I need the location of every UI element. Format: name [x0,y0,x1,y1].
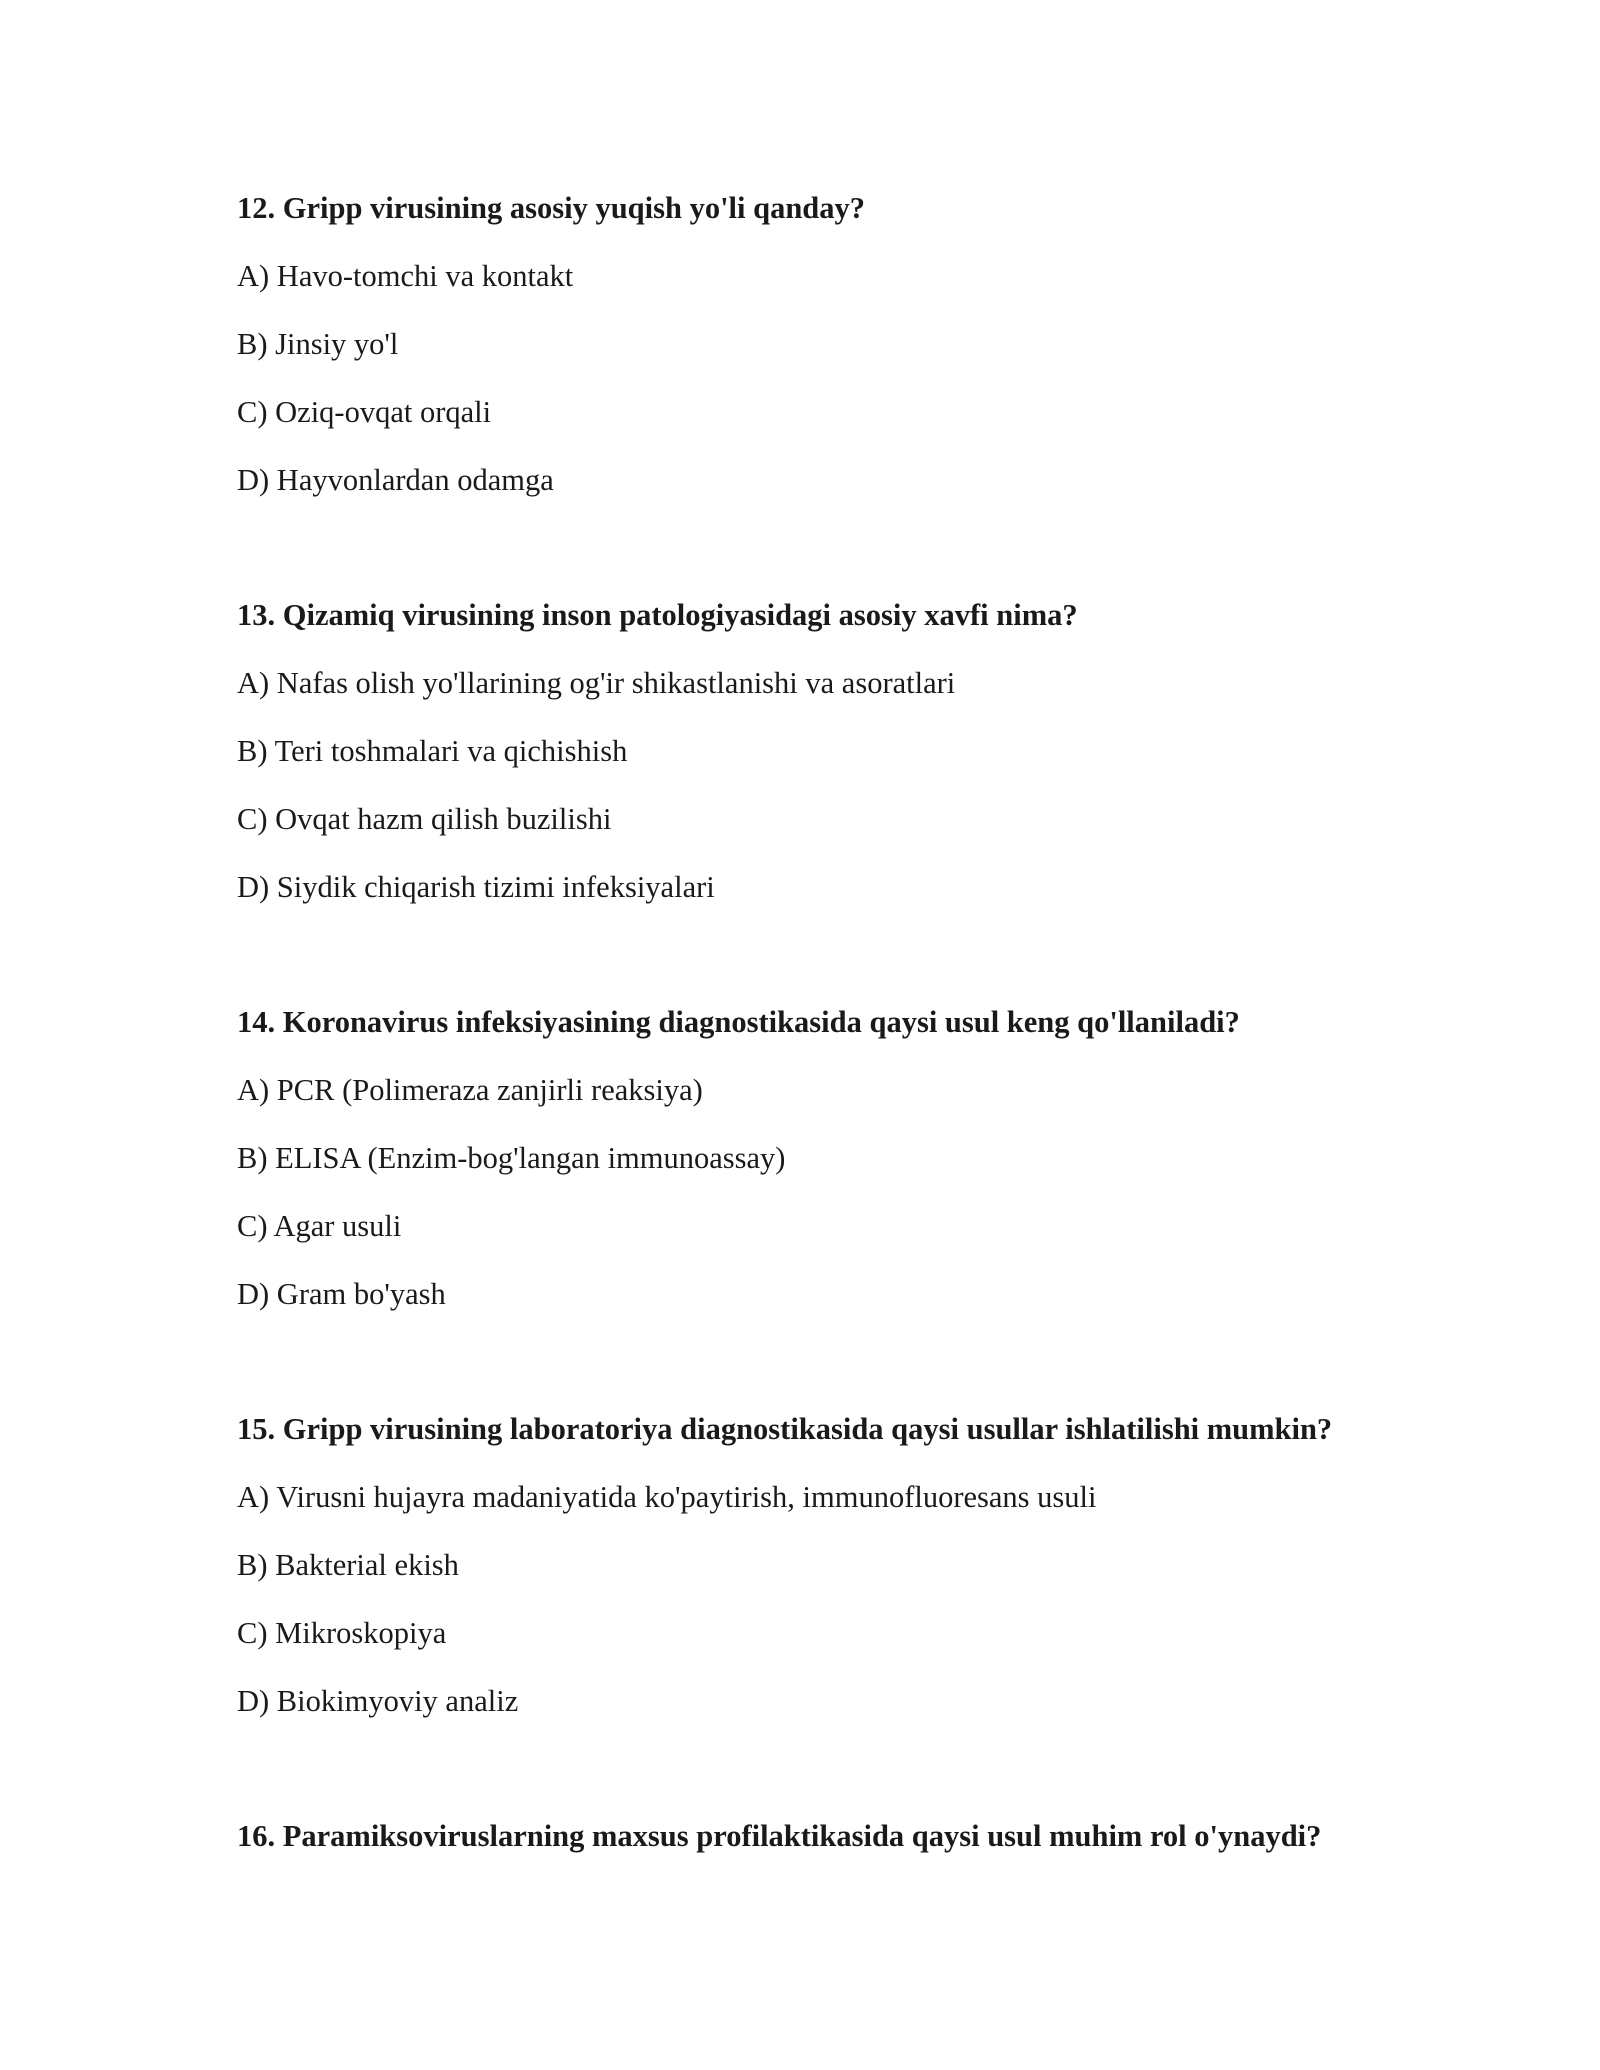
answer-option-c: C) Agar usuli [237,1209,402,1243]
question-title: 16. Paramiksoviruslarning maxsus profilaktikasida qaysi usul muhim rol o'ynaydi? [237,1819,1322,1853]
answer-option-d: D) Gram bo'yash [237,1277,446,1311]
question-14 [237,988,1477,1328]
answer-option-b: B) Teri toshmalari va qichishish [237,734,628,768]
answer-option-d: D) Biokimyoviy analiz [237,1684,519,1718]
answer-option-b: B) Bakterial ekish [237,1548,459,1582]
question-13 [237,581,1477,921]
answer-option-a: A) Virusni hujayra madaniyatida ko'paytirish, immunofluoresans usuli [237,1480,1097,1514]
answer-option-a: A) Nafas olish yo'llarining og'ir shikastlanishi va asoratlari [237,666,956,700]
question-title: 13. Qizamiq virusining inson patologiyasidagi asosiy xavfi nima? [237,598,1078,632]
question-16 [237,1802,1477,1870]
question-title: 15. Gripp virusining laboratoriya diagnostikasida qaysi usullar ishlatilishi mumkin? [237,1412,1333,1446]
answer-option-b: B) Jinsiy yo'l [237,327,399,361]
answer-option-d: D) Siydik chiqarish tizimi infeksiyalari [237,870,715,904]
answer-option-c: C) Mikroskopiya [237,1616,447,1650]
answer-option-d: D) Hayvonlardan odamga [237,463,554,497]
question-title: 12. Gripp virusining asosiy yuqish yo'li qanday? [237,191,866,225]
answer-option-c: C) Ovqat hazm qilish buzilishi [237,802,612,836]
question-15 [237,1395,1477,1735]
answer-option-a: A) Havo-tomchi va kontakt [237,259,574,293]
answer-option-b: B) ELISA (Enzim-bog'langan immunoassay) [237,1141,786,1175]
answer-option-c: C) Oziq-ovqat orqali [237,395,492,429]
answer-option-a: A) PCR (Polimeraza zanjirli reaksiya) [237,1073,703,1107]
question-title: 14. Koronavirus infeksiyasining diagnostikasida qaysi usul keng qo'llaniladi? [237,1005,1240,1039]
question-12 [237,174,1477,514]
